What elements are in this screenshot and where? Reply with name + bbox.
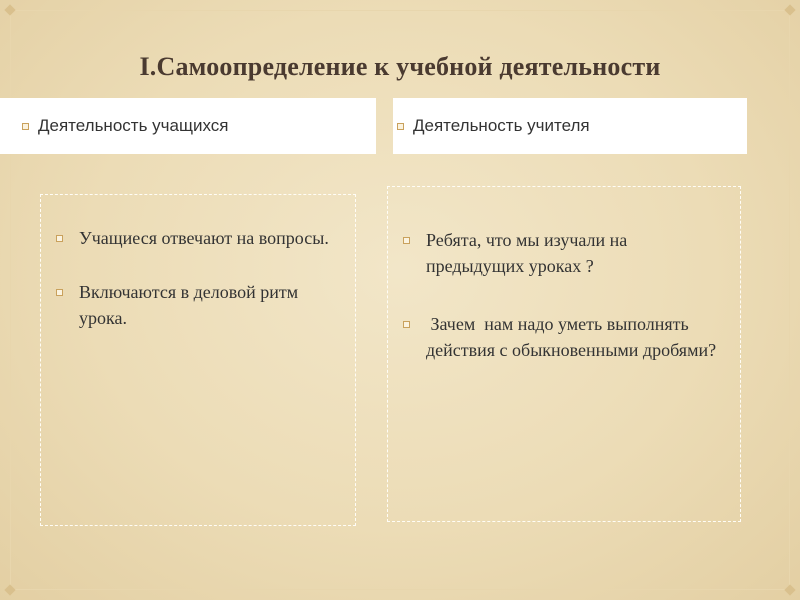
column-header-label: Деятельность учителя [413, 116, 590, 135]
list-item-text: Ребята, что мы изучали на предыдущих уроках ? [426, 230, 628, 276]
column-header-teacher [393, 98, 747, 154]
list-item-text: Учащиеся отвечают на вопросы. [79, 228, 329, 248]
list-item [403, 311, 722, 363]
list-item-text: Включаются в деловой ритм урока. [79, 282, 299, 328]
square-bullet-icon [397, 123, 404, 130]
students-activity-panel [40, 194, 356, 526]
corner-ornament [784, 4, 795, 15]
column-header-label: Деятельность учащихся [38, 116, 229, 135]
square-bullet-icon [403, 237, 410, 244]
list-item [56, 279, 337, 331]
square-bullet-icon [403, 321, 410, 328]
square-bullet-icon [22, 123, 29, 130]
list-item [403, 227, 722, 279]
corner-ornament [4, 584, 15, 595]
list-item [56, 225, 337, 251]
slide-title: I.Самоопределение к учебной деятельности [139, 52, 661, 81]
teacher-activity-panel [387, 186, 741, 522]
column-header-students [0, 98, 376, 154]
square-bullet-icon [56, 289, 63, 296]
square-bullet-icon [56, 235, 63, 242]
list-item-text: Зачем нам надо уметь выполнять действия с обыкновенными дробями? [426, 314, 717, 360]
corner-ornament [4, 4, 15, 15]
corner-ornament [784, 584, 795, 595]
